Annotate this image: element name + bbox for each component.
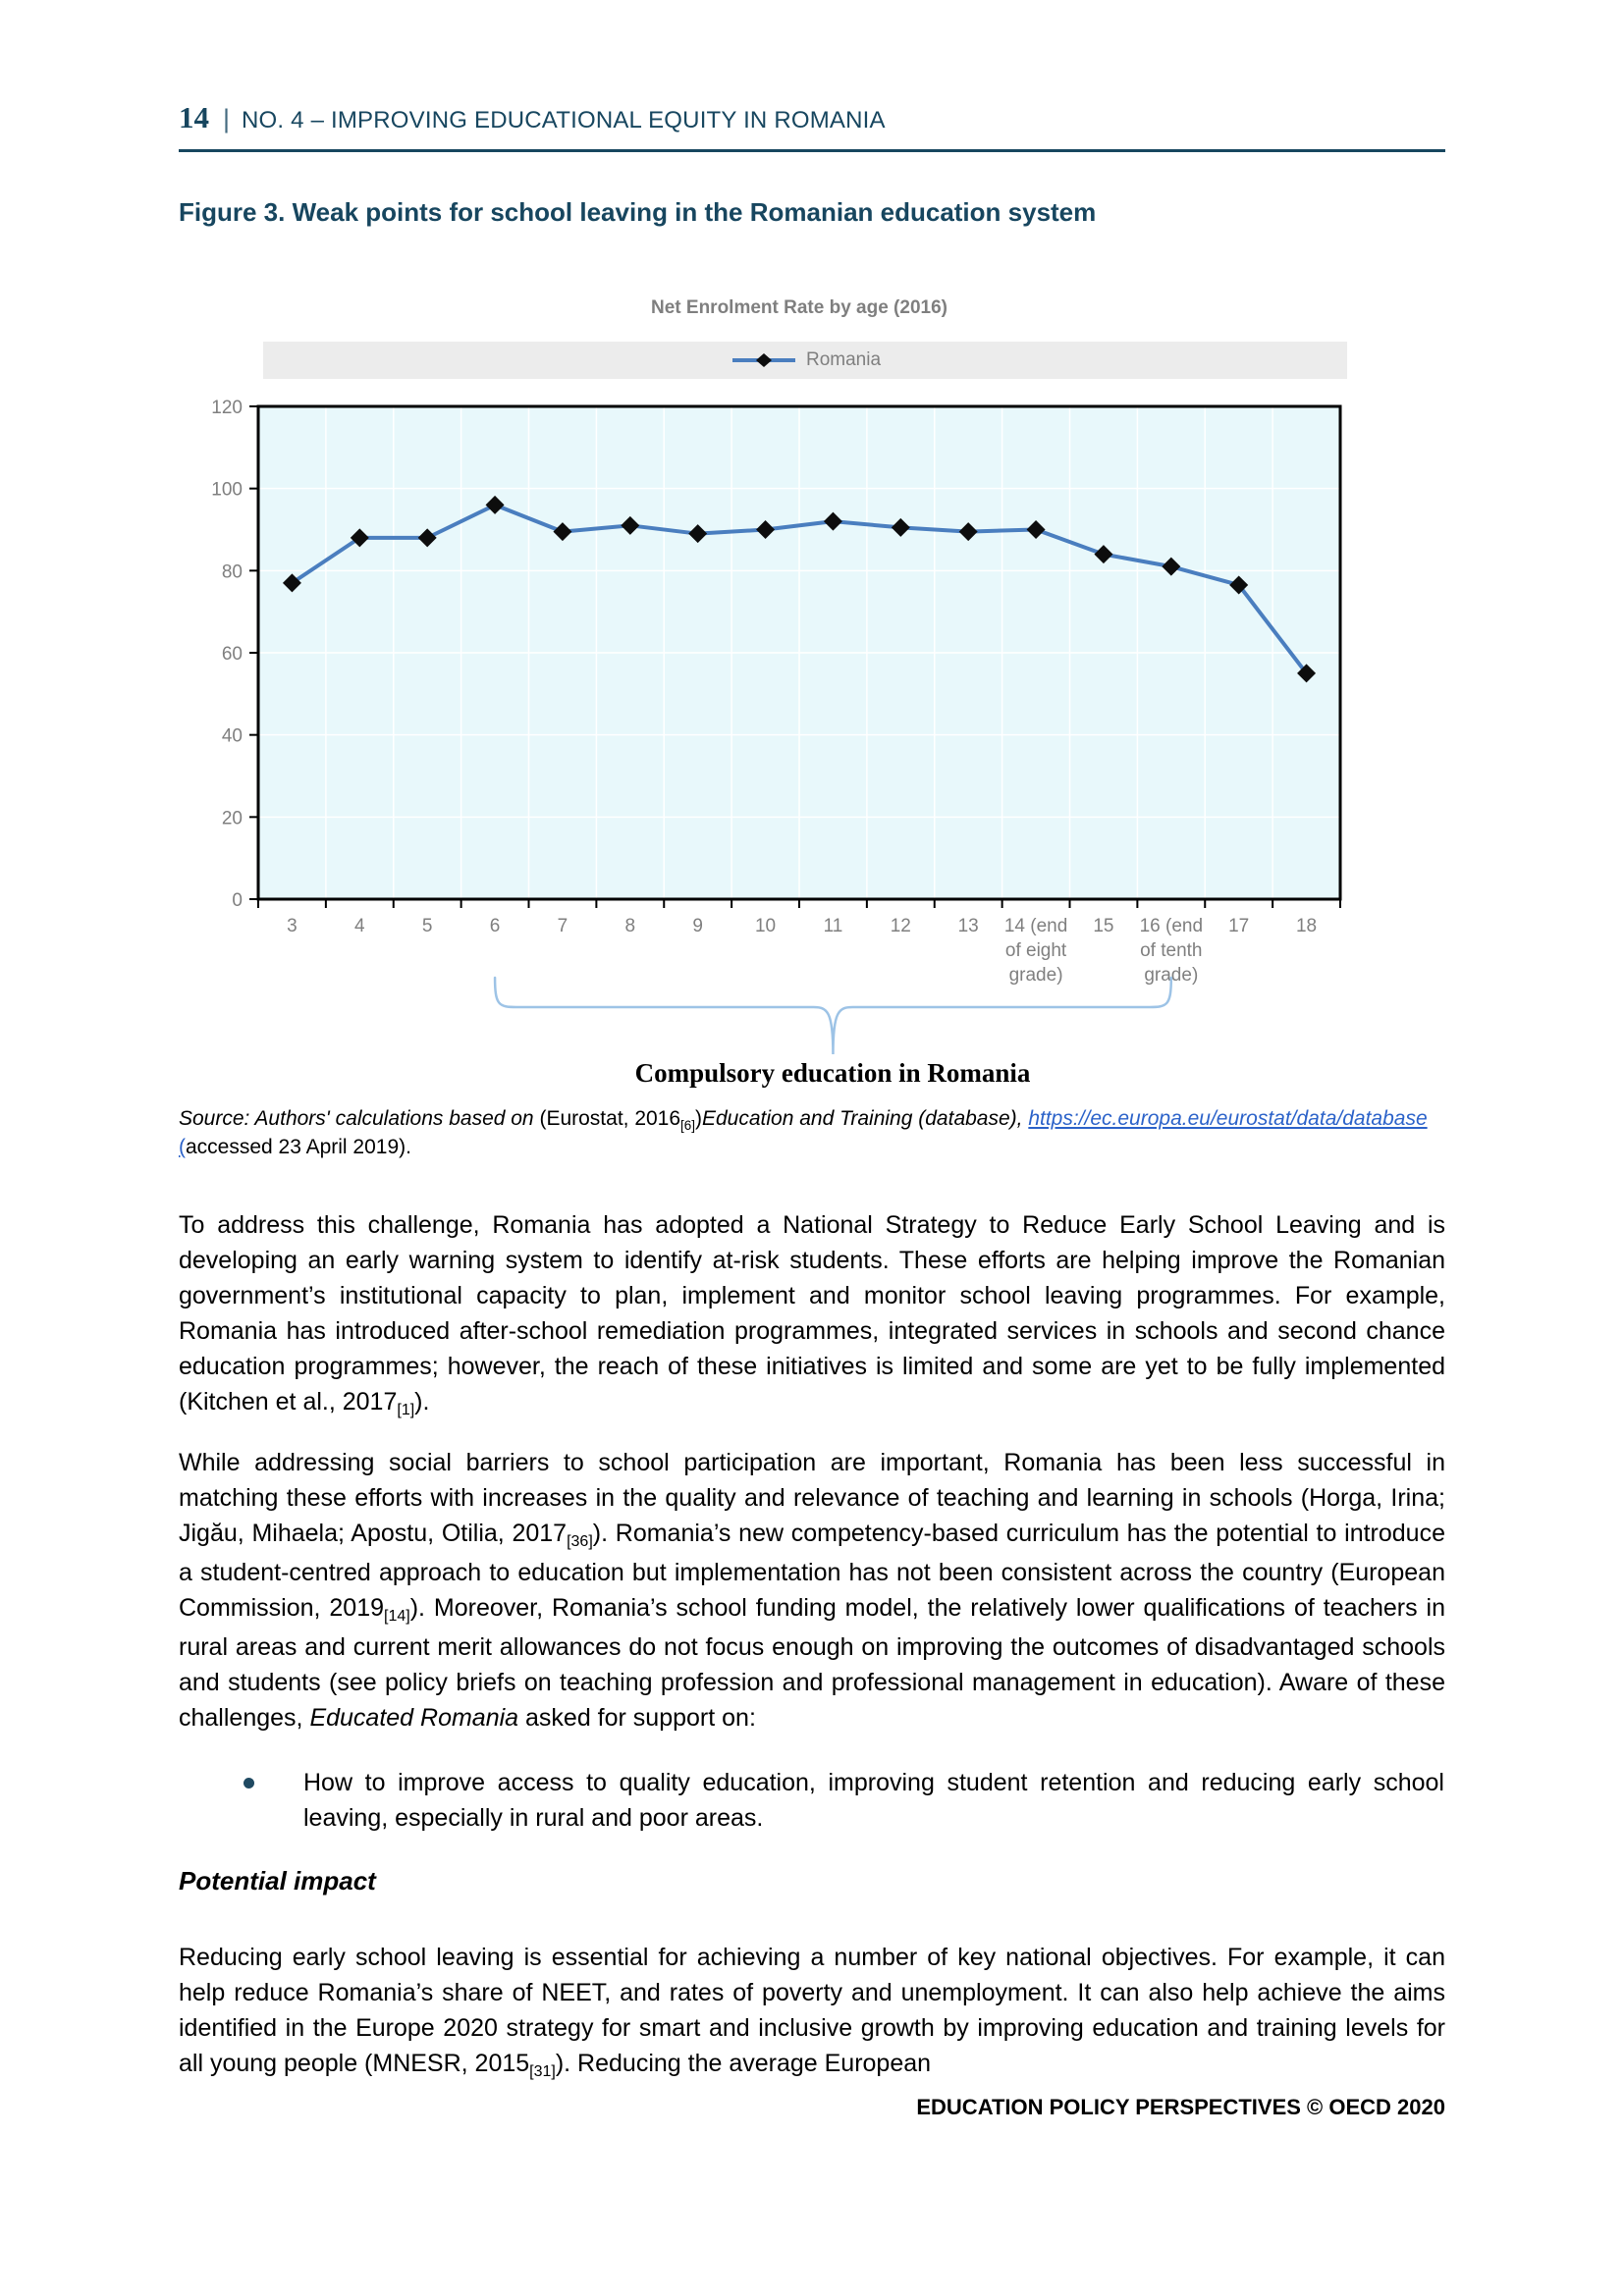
text-run: Source: Authors' calculations based on: [179, 1107, 540, 1130]
text-run: ). Moreover, Romania’s school funding model, the relatively lower qualifications of teachers in rural areas and current merit allowances do not focus enough on improving the outcomes of disadvantaged schools and students (see policy briefs on teaching profession and professional management in education). Aware of these challenges,: [179, 1594, 1446, 1732]
text-run: (Eurostat, 2016: [539, 1107, 681, 1130]
source-link[interactable]: (: [179, 1136, 186, 1158]
x-tick-label: 7: [557, 916, 568, 936]
y-tick-label: 120: [211, 398, 243, 418]
x-tick-label: 9: [692, 916, 703, 936]
x-tick-label: 5: [421, 916, 433, 936]
bullet-icon: [244, 1778, 254, 1789]
x-tick-label: 14 (end of eight grade): [1003, 916, 1068, 986]
legend-label-romania: Romania: [805, 349, 882, 370]
chart-legend: [263, 342, 1347, 379]
text-run: accessed 23 April 2019).: [186, 1136, 411, 1158]
header-separator: |: [223, 104, 231, 133]
figure-caption: Figure 3. Weak points for school leaving in the Romanian education system: [179, 197, 1097, 227]
enrolment-line-chart: [179, 383, 1445, 1070]
page-content: [179, 0, 1445, 2120]
compulsory-education-label: Compulsory education in Romania: [634, 1058, 1031, 1088]
y-tick-label: 20: [221, 808, 243, 829]
text-run: Educated Romania: [309, 1704, 519, 1732]
text-run: ). Romania’s new competency-based curriculum has the potential to introduce a student-centred approach to education but implementation has not been consistent across the country (European Commission, 2019: [179, 1520, 1445, 1622]
running-header-title: NO. 4 – IMPROVING EDUCATIONAL EQUITY IN ROMANIA: [242, 107, 886, 133]
page-header-row: [179, 0, 1445, 135]
x-tick-label: 15: [1093, 916, 1114, 936]
text-run: ). Reducing the average European: [555, 2050, 932, 2077]
section-heading-potential-impact: Potential impact: [179, 1866, 376, 1896]
y-tick-label: 60: [221, 644, 243, 665]
bullet-item: [179, 1765, 1445, 1836]
x-tick-label: 12: [890, 916, 911, 936]
x-tick-label: 3: [287, 916, 298, 936]
bullet-text: [303, 1765, 1444, 1836]
text-run: [1]: [397, 1402, 415, 1418]
text-run: Education and Training (database),: [702, 1107, 1029, 1130]
text-run: How to improve access to quality education, improving student retention and reducing early school leaving, especially in rural and poor areas.: [303, 1769, 1444, 1832]
x-tick-label: 4: [354, 916, 365, 936]
paragraph-3: [179, 1940, 1445, 2085]
paragraph-1: [179, 1207, 1445, 1423]
compulsory-education-brace: [495, 978, 1171, 1054]
text-run: While addressing social barriers to school participation are important, Romania has been less successful in matching these efforts with increases in the quality and relevance of teaching and learning in schools (Horga, Irina; Jigău, Mihaela; Apostu, Otilia, 2017: [179, 1449, 1445, 1547]
y-tick-label: 100: [211, 479, 243, 501]
text-run: [31]: [529, 2063, 556, 2080]
text-run: [36]: [567, 1533, 593, 1550]
source-link[interactable]: https://ec.europa.eu/eurostat/data/database: [1028, 1107, 1428, 1130]
page-number: 14: [179, 100, 209, 134]
y-tick-label: 40: [221, 725, 243, 747]
y-tick-label: 0: [232, 890, 243, 911]
legend-line-marker-icon: [730, 353, 798, 367]
y-tick-label: 80: [221, 561, 243, 583]
paragraph-2: [179, 1445, 1445, 1735]
x-tick-label: 6: [489, 916, 501, 936]
text-run: ).: [414, 1388, 430, 1415]
x-tick-label: 18: [1295, 916, 1318, 936]
text-run: [6]: [680, 1118, 695, 1133]
text-run: asked for support on:: [518, 1704, 756, 1732]
chart-title: Net Enrolment Rate by age (2016): [651, 297, 947, 318]
x-tick-label: 13: [957, 916, 979, 936]
header-rule: [179, 149, 1445, 152]
x-tick-label: 10: [754, 916, 777, 936]
x-tick-label: 11: [823, 916, 843, 936]
text-run: ): [695, 1107, 702, 1130]
x-tick-label: 8: [624, 916, 636, 936]
figure-chart-block: [179, 296, 1445, 1088]
page-footer: EDUCATION POLICY PERSPECTIVES © OECD 2020: [916, 2095, 1445, 2119]
text-run: To address this challenge, Romania has adopted a National Strategy to Reduce Early School Leaving and is developing an early warning system to identify at-risk students. These efforts are helping improve the Romanian government’s institutional capacity to plan, implement and monitor school leaving programmes. For example, Romania has introduced after-school remediation programmes, integrated services in schools and second chance education programmes; however, the reach of these initiatives is limited and some are yet to be fully implemented (Kitchen et al., 2017: [179, 1211, 1445, 1415]
text-run: [14]: [384, 1608, 410, 1625]
text-run: Reducing early school leaving is essential for achieving a number of key national objectives. For example, it can help reduce Romania’s share of NEET, and rates of poverty and unemployment. It can also help achieve the aims identified in the Europe 2020 strategy for smart and inclusive growth by improving education and training levels for all young people (MNESR, 2015: [179, 1944, 1445, 2077]
x-tick-label: 17: [1228, 916, 1250, 936]
x-tick-label: 16 (end of tenth grade): [1139, 916, 1204, 986]
running-header: [179, 0, 1445, 152]
source-note: [179, 1105, 1445, 1160]
